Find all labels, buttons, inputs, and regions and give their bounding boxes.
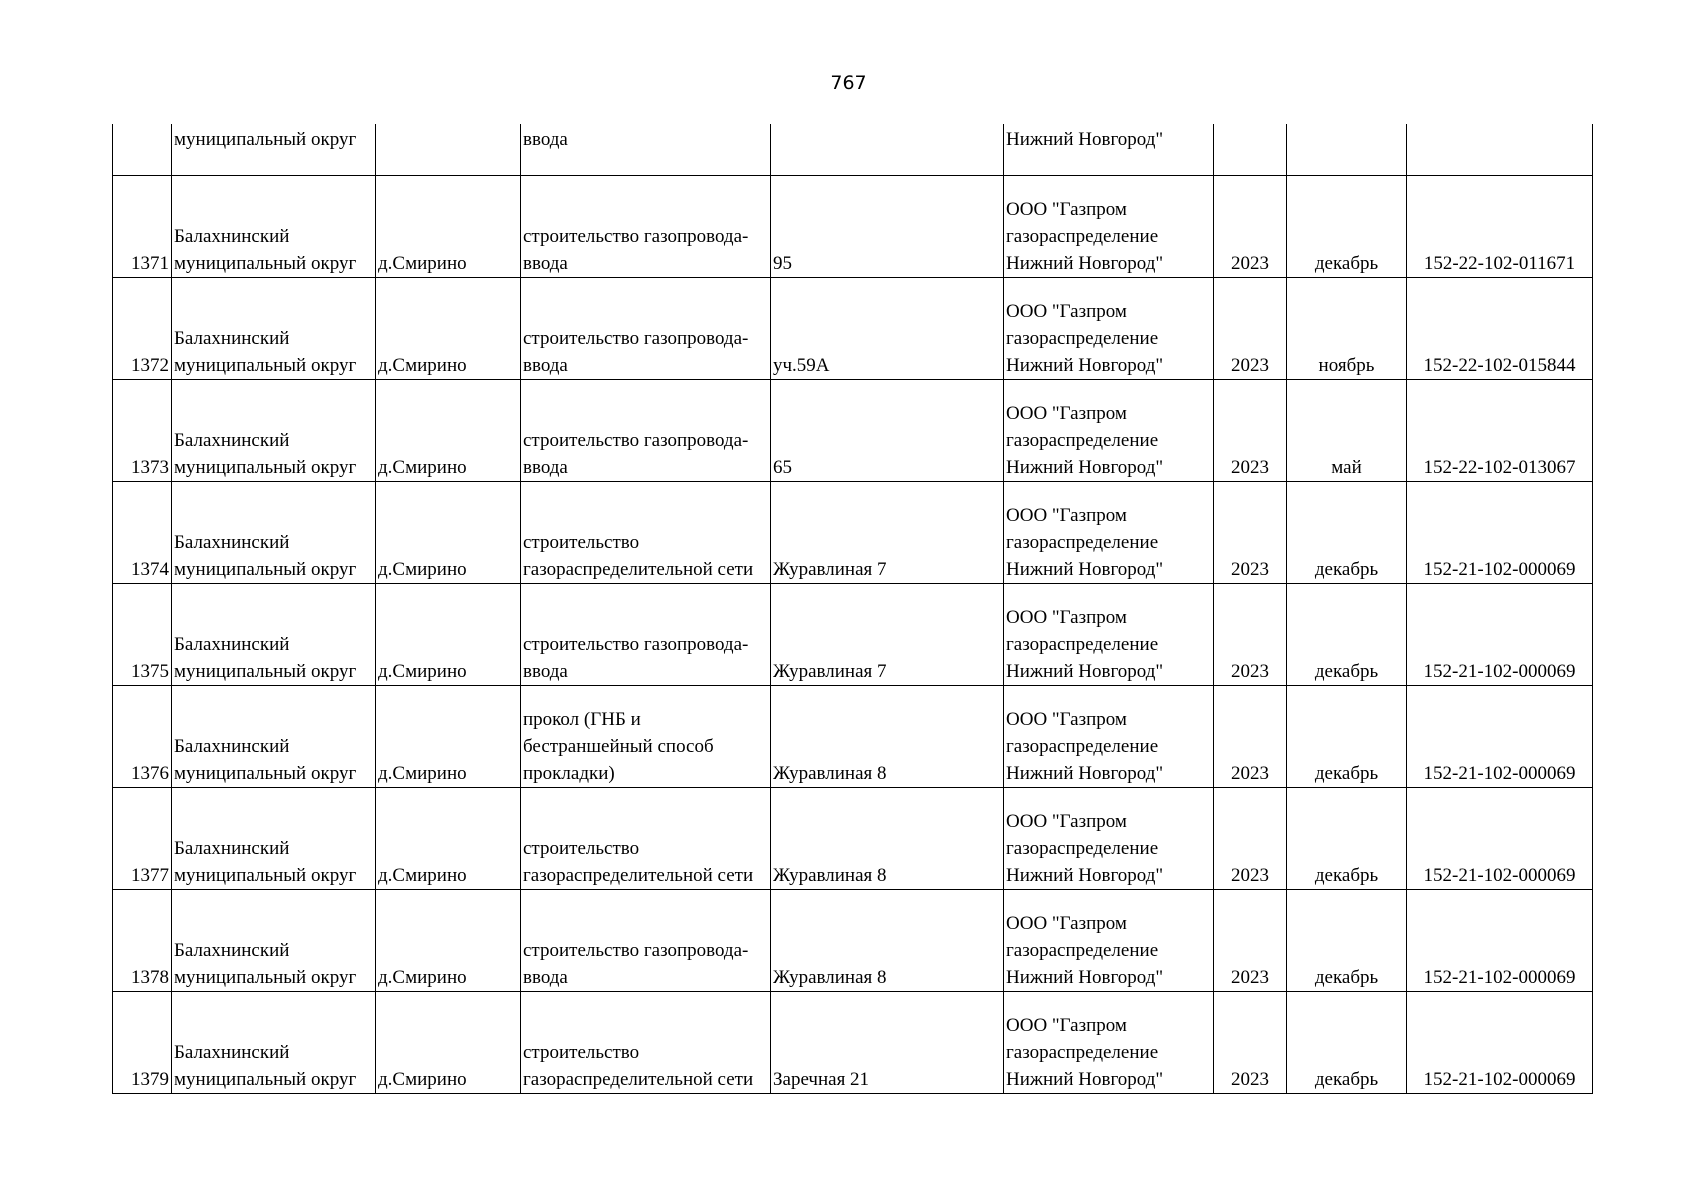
cell-year — [1214, 124, 1287, 176]
cell-work-line: газораспределительной сети — [523, 1069, 754, 1090]
cell-operator-line: газораспределение — [1006, 430, 1159, 451]
cell-operator-line: газораспределение — [1006, 736, 1159, 757]
cell-district-line: Балахнинский — [174, 940, 290, 961]
table-row — [113, 890, 1593, 992]
cell-operator-line: газораспределение — [1006, 532, 1159, 553]
cell-month: декабрь — [1287, 890, 1407, 992]
cell-work — [521, 482, 771, 584]
cell-num: 1376 — [113, 686, 172, 788]
cell-work-line: строительство — [523, 532, 640, 553]
cell-id: 152-22-102-013067 — [1407, 380, 1593, 482]
cell-work-line: строительство — [523, 838, 640, 859]
cell-operator-line: Нижний Новгород" — [1006, 253, 1164, 274]
cell-district-line: муниципальный округ — [174, 457, 357, 478]
cell-work-line: газораспределительной сети — [523, 865, 754, 886]
cell-id: 152-21-102-000069 — [1407, 482, 1593, 584]
cell-operator-line: ООО "Газпром — [1006, 403, 1127, 424]
cell-work — [521, 584, 771, 686]
cell-district-line: муниципальный округ — [174, 865, 357, 886]
cell-operator-line: Нижний Новгород" — [1006, 967, 1164, 988]
cell-work-line: ввода — [523, 355, 568, 376]
cell-operator: Нижний Новгород" — [1004, 124, 1214, 176]
cell-year: 2023 — [1214, 380, 1287, 482]
cell-address: Журавлиная 7 — [771, 584, 1004, 686]
cell-operator-line: газораспределение — [1006, 940, 1159, 961]
cell-district — [172, 176, 376, 278]
cell-district-line: Балахнинский — [174, 532, 290, 553]
cell-work-line: ввода — [523, 457, 568, 478]
cell-work-line: строительство газопровода- — [523, 430, 749, 451]
cell-operator-line: ООО "Газпром — [1006, 607, 1127, 628]
cell-district — [172, 992, 376, 1094]
cell-num: 1379 — [113, 992, 172, 1094]
cell-month: декабрь — [1287, 176, 1407, 278]
table-row — [113, 788, 1593, 890]
cell-district-line: Балахнинский — [174, 226, 290, 247]
cell-num: 1375 — [113, 584, 172, 686]
cell-operator — [1004, 788, 1214, 890]
cell-year: 2023 — [1214, 686, 1287, 788]
cell-settlement: д.Смирино — [376, 788, 521, 890]
cell-district — [172, 890, 376, 992]
cell-operator-line: ООО "Газпром — [1006, 1015, 1127, 1036]
cell-district-line: муниципальный округ — [174, 763, 357, 784]
cell-operator — [1004, 584, 1214, 686]
cell-operator-line: ООО "Газпром — [1006, 301, 1127, 322]
cell-id: 152-21-102-000069 — [1407, 584, 1593, 686]
cell-operator-line: Нижний Новгород" — [1006, 661, 1164, 682]
cell-work-line: строительство — [523, 1042, 640, 1063]
cell-settlement — [376, 124, 521, 176]
cell-work-line: прокладки) — [523, 763, 615, 784]
cell-month: декабрь — [1287, 686, 1407, 788]
cell-work-line: ввода — [523, 661, 568, 682]
cell-month: декабрь — [1287, 584, 1407, 686]
cell-num — [113, 124, 172, 176]
cell-work-line: строительство газопровода- — [523, 940, 749, 961]
cell-district-line: муниципальный округ — [174, 559, 357, 580]
cell-operator — [1004, 482, 1214, 584]
cell-operator-line: ООО "Газпром — [1006, 811, 1127, 832]
cell-month: ноябрь — [1287, 278, 1407, 380]
cell-address: Заречная 21 — [771, 992, 1004, 1094]
cell-operator-line: Нижний Новгород" — [1006, 865, 1164, 886]
table-row — [113, 380, 1593, 482]
cell-district-line: Балахнинский — [174, 1042, 290, 1063]
cell-year: 2023 — [1214, 992, 1287, 1094]
cell-address: 65 — [771, 380, 1004, 482]
cell-district-line: Балахнинский — [174, 736, 290, 757]
cell-year: 2023 — [1214, 482, 1287, 584]
cell-operator-line: ООО "Газпром — [1006, 199, 1127, 220]
cell-operator-line: газораспределение — [1006, 226, 1159, 247]
page-number: 767 — [830, 72, 867, 94]
table-row — [113, 992, 1593, 1094]
cell-settlement: д.Смирино — [376, 992, 521, 1094]
cell-district-line: муниципальный округ — [174, 355, 357, 376]
cell-district — [172, 686, 376, 788]
cell-operator-line: Нижний Новгород" — [1006, 1069, 1164, 1090]
cell-address: 95 — [771, 176, 1004, 278]
cell-work — [521, 686, 771, 788]
cell-year: 2023 — [1214, 788, 1287, 890]
cell-district — [172, 278, 376, 380]
cell-work — [521, 992, 771, 1094]
cell-id: 152-21-102-000069 — [1407, 788, 1593, 890]
cell-settlement: д.Смирино — [376, 584, 521, 686]
cell-work — [521, 380, 771, 482]
cell-district-line: Балахнинский — [174, 838, 290, 859]
table-row — [113, 176, 1593, 278]
cell-settlement: д.Смирино — [376, 686, 521, 788]
cell-settlement: д.Смирино — [376, 890, 521, 992]
cell-num: 1378 — [113, 890, 172, 992]
cell-operator-line: Нижний Новгород" — [1006, 457, 1164, 478]
table-row — [113, 686, 1593, 788]
cell-month — [1287, 124, 1407, 176]
cell-id: 152-22-102-011671 — [1407, 176, 1593, 278]
cell-district — [172, 380, 376, 482]
cell-address: уч.59А — [771, 278, 1004, 380]
cell-address — [771, 124, 1004, 176]
cell-month: май — [1287, 380, 1407, 482]
cell-num: 1371 — [113, 176, 172, 278]
cell-district-line: Балахнинский — [174, 430, 290, 451]
cell-operator — [1004, 278, 1214, 380]
registry-table — [112, 124, 1593, 1094]
cell-month: декабрь — [1287, 992, 1407, 1094]
cell-id — [1407, 124, 1593, 176]
cell-operator — [1004, 992, 1214, 1094]
cell-work-line: газораспределительной сети — [523, 559, 754, 580]
cell-operator — [1004, 176, 1214, 278]
cell-work-line: строительство газопровода- — [523, 328, 749, 349]
cell-work-line: прокол (ГНБ и — [523, 709, 641, 730]
cell-id: 152-21-102-000069 — [1407, 686, 1593, 788]
cell-id: 152-21-102-000069 — [1407, 890, 1593, 992]
cell-district — [172, 482, 376, 584]
cell-district-line: Балахнинский — [174, 634, 290, 655]
cell-work — [521, 278, 771, 380]
cell-operator — [1004, 380, 1214, 482]
continuation-row — [113, 124, 1593, 176]
cell-work — [521, 788, 771, 890]
cell-work — [521, 890, 771, 992]
cell-operator-line: ООО "Газпром — [1006, 709, 1127, 730]
cell-operator-line: Нижний Новгород" — [1006, 763, 1164, 784]
cell-address: Журавлиная 8 — [771, 686, 1004, 788]
cell-num: 1377 — [113, 788, 172, 890]
cell-year: 2023 — [1214, 176, 1287, 278]
cell-year: 2023 — [1214, 584, 1287, 686]
cell-district-line: муниципальный округ — [174, 253, 357, 274]
cell-district-line: муниципальный округ — [174, 661, 357, 682]
cell-settlement: д.Смирино — [376, 176, 521, 278]
cell-work-line: ввода — [523, 967, 568, 988]
table-row — [113, 278, 1593, 380]
cell-district — [172, 788, 376, 890]
cell-id: 152-21-102-000069 — [1407, 992, 1593, 1094]
cell-settlement: д.Смирино — [376, 380, 521, 482]
cell-settlement: д.Смирино — [376, 278, 521, 380]
cell-district-line: муниципальный округ — [174, 967, 357, 988]
cell-work — [521, 176, 771, 278]
cell-operator-line: ООО "Газпром — [1006, 913, 1127, 934]
cell-settlement: д.Смирино — [376, 482, 521, 584]
cell-month: декабрь — [1287, 482, 1407, 584]
cell-address: Журавлиная 8 — [771, 788, 1004, 890]
cell-district-line: муниципальный округ — [174, 1069, 357, 1090]
cell-district: муниципальный округ — [172, 124, 376, 176]
cell-operator-line: газораспределение — [1006, 1042, 1159, 1063]
cell-month: декабрь — [1287, 788, 1407, 890]
cell-work-line: бестраншейный способ — [523, 736, 714, 757]
cell-operator-line: газораспределение — [1006, 838, 1159, 859]
cell-address: Журавлиная 7 — [771, 482, 1004, 584]
cell-operator — [1004, 686, 1214, 788]
cell-work-line: строительство газопровода- — [523, 634, 749, 655]
cell-num: 1372 — [113, 278, 172, 380]
cell-operator — [1004, 890, 1214, 992]
cell-operator-line: газораспределение — [1006, 328, 1159, 349]
cell-operator-line: Нижний Новгород" — [1006, 355, 1164, 376]
cell-district — [172, 584, 376, 686]
cell-operator-line: ООО "Газпром — [1006, 505, 1127, 526]
cell-work-line: ввода — [523, 253, 568, 274]
cell-operator-line: Нижний Новгород" — [1006, 559, 1164, 580]
cell-operator-line: газораспределение — [1006, 634, 1159, 655]
cell-num: 1374 — [113, 482, 172, 584]
cell-work: ввода — [521, 124, 771, 176]
cell-year: 2023 — [1214, 278, 1287, 380]
cell-work-line: строительство газопровода- — [523, 226, 749, 247]
cell-address: Журавлиная 8 — [771, 890, 1004, 992]
table-row — [113, 482, 1593, 584]
cell-district-line: Балахнинский — [174, 328, 290, 349]
cell-id: 152-22-102-015844 — [1407, 278, 1593, 380]
table-row — [113, 584, 1593, 686]
table-body — [113, 124, 1593, 1094]
cell-year: 2023 — [1214, 890, 1287, 992]
cell-num: 1373 — [113, 380, 172, 482]
